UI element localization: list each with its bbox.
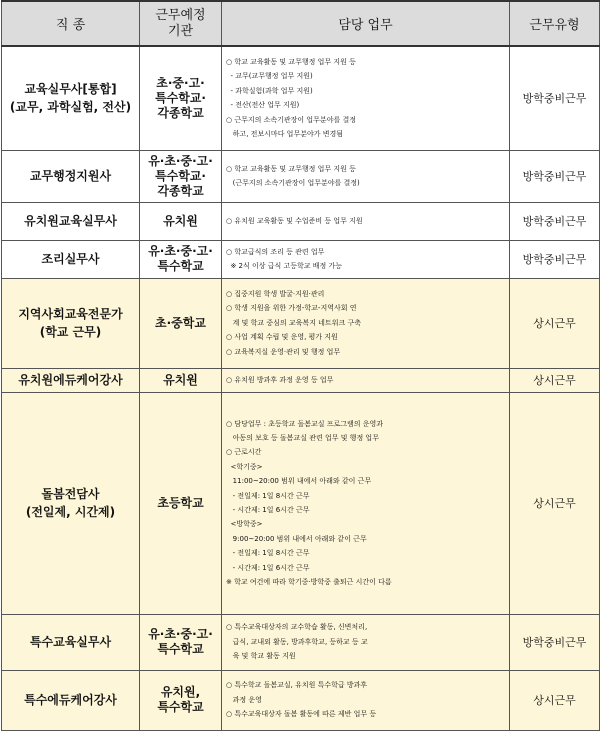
header-duty: 담당 업무 [222,1,510,46]
table-row [2,202,600,240]
duty-line: ○ 교육복지실 운영·관리 및 행정 업무 [226,347,341,356]
work-org: 초등학교 [140,392,222,614]
duty-line: (근무지의 소속기관장이 업무분야를 결정) [226,179,360,187]
duty-line: ○ 학교 교육활동 및 교무행정 업무 지원 등 [226,58,356,67]
duty-line: - 전일제: 1일 8시간 근무 [226,549,310,558]
duty-line: 11:00~20:00 범위 내에서 아래와 같이 근무 [226,477,372,486]
work-type: 상시근무 [510,392,600,614]
duty-cell [222,368,510,392]
table-row [2,614,600,670]
duty-line: ○ 특수교육대상자의 교수학습 활동, 신변처리, [226,623,368,632]
work-org: 초·중·고· 특수학교· 각종학교 [140,46,222,150]
job-title: 특수에듀케어강사 [2,670,140,730]
work-type: 방학중비근무 [510,240,600,278]
duty-cell [222,614,510,670]
job-table [1,0,600,731]
job-title: 유치원에듀케어강사 [2,368,140,392]
duty-line: <학기중> [226,462,263,471]
work-type: 상시근무 [510,670,600,730]
work-org: 유·초·중·고· 특수학교 [140,240,222,278]
work-type: 상시근무 [510,278,600,368]
header-type: 근무유형 [510,1,600,46]
table-row [2,150,600,202]
work-type: 방학중비근무 [510,202,600,240]
duty-line: ○ 학교 교육활동 및 교무행정 업무 지원 등 [226,164,356,173]
work-org: 유·초·중·고· 특수학교· 각종학교 [140,150,222,202]
duty-cell [222,278,510,368]
duty-line: ○ 학교급식의 조리 등 관련 업무 [226,247,325,256]
duty-line: 급식, 교내외 활동, 방과후학교, 등하교 등 교 [226,637,368,646]
duty-line: - 전일제: 1일 8시간 근무 [226,491,310,500]
table-row [2,368,600,392]
duty-line: ○ 특수학교 돌봄교실, 유치원 특수학급 방과후 [226,681,368,690]
duty-line: ○ 특수교육대상자 돌봄 활동에 따른 제반 업무 등 [226,710,377,719]
duty-line: - 시간제: 1일 6시간 근무 [226,506,310,514]
duty-line: ※ 2식 이상 급식 고등학교 배정 가능 [226,262,343,270]
job-title: 교무행정지원사 [2,150,140,202]
header-row [2,1,600,46]
duty-cell [222,150,510,202]
duty-cell [222,202,510,240]
duty-line: 하고, 전보시마다 업무분야가 변경됨 [226,130,344,139]
job-title: 돌봄전담사 (전일제, 시간제) [2,392,140,614]
duty-line: - 과학실험(과학 업무 지원) [226,86,313,95]
job-title: 교육실무사[통합] (교무, 과학실험, 전산) [2,46,140,150]
duty-line: 계 및 학교 중심의 교육복지 네트워크 구축 [226,318,361,327]
work-type: 상시근무 [510,368,600,392]
duty-line: - 전산(전산 업무 지원) [226,101,300,110]
duty-line: ○ 유치원 교육활동 및 수업준비 등 업무 지원 [226,216,363,225]
duty-line: - 교무(교무행정 업무 지원) [226,72,313,81]
work-org: 유치원 [140,368,222,392]
duty-line: 아동의 보호 등 돌봄교실 관련 업무 및 행정 업무 [226,433,379,442]
duty-cell [222,392,510,614]
work-org: 유치원, 특수학교 [140,670,222,730]
duty-line: <방학중> [226,520,263,529]
table-row [2,670,600,730]
header-job: 직 종 [2,1,140,46]
work-type: 방학중비근무 [510,614,600,670]
work-org: 유·초·중·고· 특수학교 [140,614,222,670]
work-type: 방학중비근무 [510,150,600,202]
table-row [2,392,600,614]
duty-line: ○ 유치원 방과후 과정 운영 등 업무 [226,375,334,384]
job-title: 조리실무사 [2,240,140,278]
duty-line: - 시간제: 1일 6시간 근무 [226,563,310,572]
work-org: 유치원 [140,202,222,240]
duty-line: ○ 근로시간 [226,448,262,457]
duty-line: ○ 근무지의 소속기관장이 업무분야를 결정 [226,115,356,124]
job-title: 특수교육실무사 [2,614,140,670]
table-row [2,46,600,150]
duty-line: 9:00~20:00 범위 내에서 아래와 같이 근무 [226,534,367,543]
duty-line: ○ 학생 지원을 위한 가정-학교-지역사회 연 [226,304,357,313]
job-title: 지역사회교육전문가 (학교 근무) [2,278,140,368]
table-row [2,240,600,278]
duty-line: 과정 운영 [226,695,262,704]
work-type: 방학중비근무 [510,46,600,150]
job-title: 유치원교육실무사 [2,202,140,240]
work-org: 초·중학교 [140,278,222,368]
duty-line: ○ 집중지원 학생 발굴·지원·관리 [226,289,325,298]
table-row [2,278,600,368]
duty-line: ※ 학교 여건에 따라 학기중·방학중 출퇴근 시간이 다름 [226,578,392,587]
duty-cell [222,46,510,150]
duty-cell [222,240,510,278]
duty-line: 육 및 학교 활동 지원 [226,652,296,661]
duty-cell [222,670,510,730]
header-org: 근무예정 기관 [140,1,222,46]
duty-line: ○ 사업 계획 수립 및 운영, 평가 지원 [226,333,338,342]
duty-line: ○ 담당업무 : 초등학교 돌봄교실 프로그램의 운영과 [226,419,384,428]
